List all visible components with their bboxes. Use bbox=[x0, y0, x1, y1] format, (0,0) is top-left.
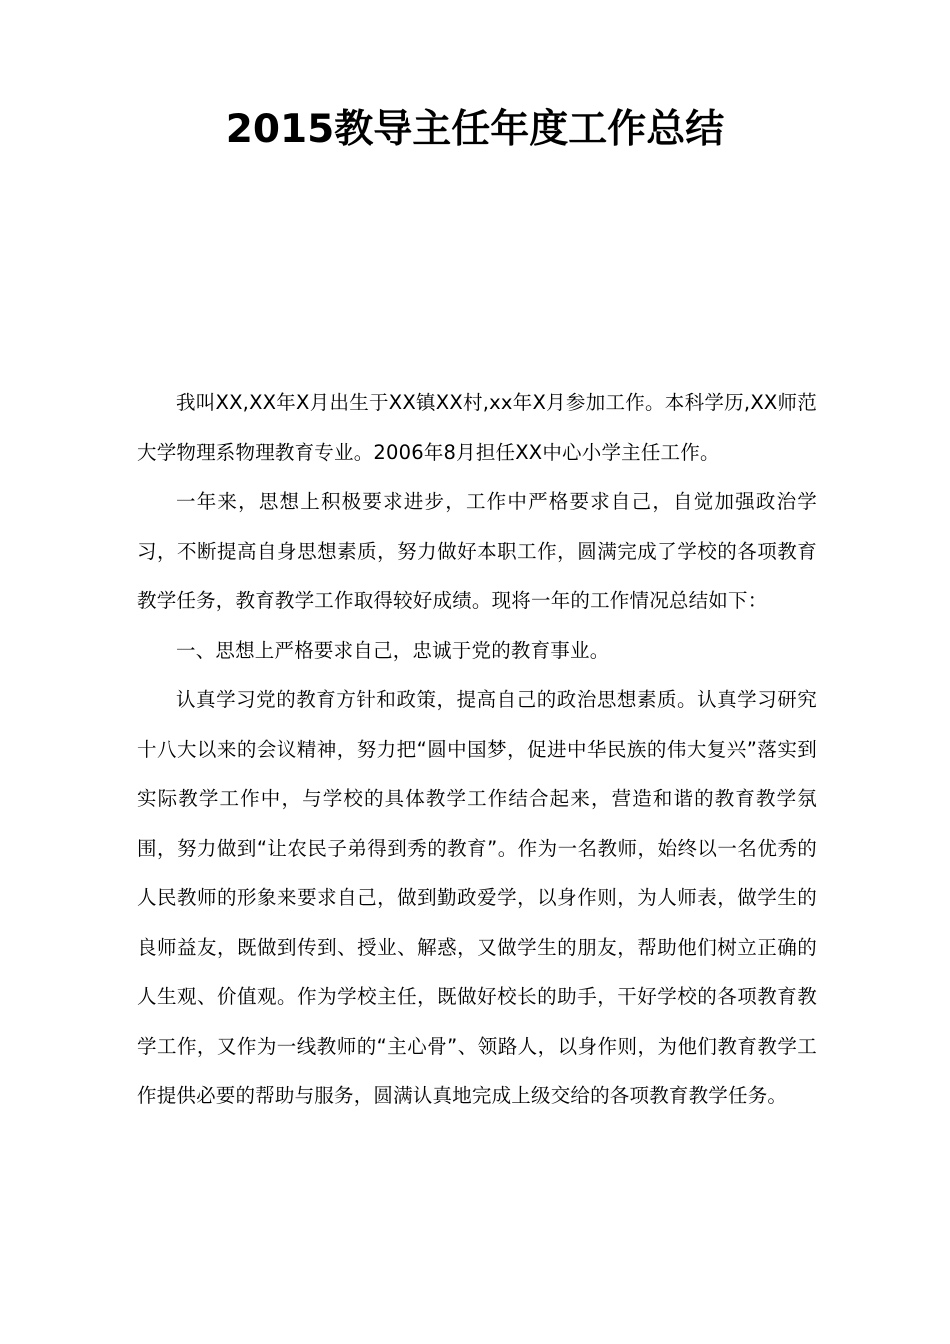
paragraph-intro: 我叫XX,XX年X月出生于XX镇XX村,xx年X月参加工作。本科学历,XX师范大学物理系物理教育专业。2006年8月担任XX中心小学主任工作。 bbox=[137, 391, 817, 464]
paragraph-section-1: 认真学习党的教育方针和政策，提高自己的政治思想素质。认真学习研究十八大以来的会议精神，努力把“圆中国梦，促进中华民族的伟大复兴”落实到实际教学工作中，与学校的具体教学工作结合起来，营造和谐的教育教学氛围，努力做到“让农民子弟得到秀的教育”。作为一名教师，始终以一名优秀的人民教师的形象来要求自己，做到勤政爱学，以身作则，为人师表，做学生的良师益友，既做到传到、授业、解惑，又做学生的朋友，帮助他们树立正确的人生观、价值观。作为学校主任，既做好校长的助手，干好学校的各项教育教学工作，又作为一线教师的“主心骨”、领路人，以身作则，为他们教育教学工作提供必要的帮助与服务，圆满认真地完成上级交给的各项教育教学任务。 bbox=[137, 688, 817, 1107]
document-title: 2015教导主任年度工作总结 bbox=[225, 107, 725, 152]
paragraph-overview: 一年来，思想上积极要求进步，工作中严格要求自己，自觉加强政治学习，不断提高自身思想素质，努力做好本职工作，圆满完成了学校的各项教育教学任务，教育教学工作取得较好成绩。现将一年的工作情况总结如下： bbox=[137, 490, 817, 612]
document-body bbox=[137, 378, 817, 1121]
section-heading-1: 一、思想上严格要求自己，忠诚于党的教育事业。 bbox=[176, 638, 610, 662]
